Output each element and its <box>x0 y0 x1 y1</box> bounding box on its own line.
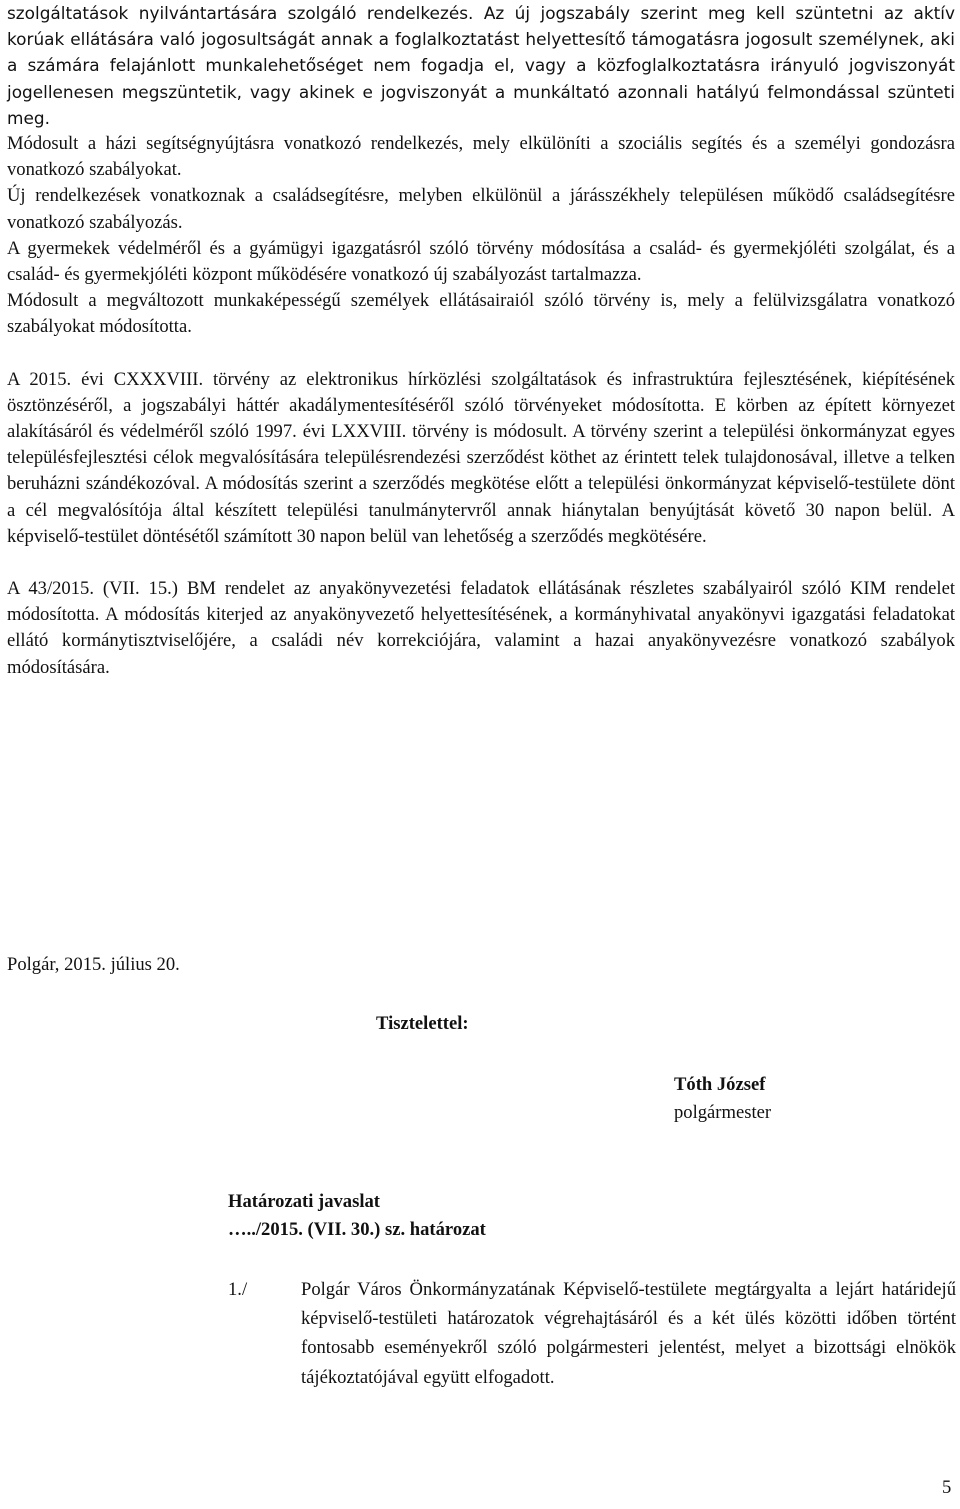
greeting: Tisztelettel: <box>376 1013 469 1034</box>
resolution-number: …../2015. (VII. 30.) sz. határozat <box>228 1219 486 1240</box>
paragraph-social-benefits: szolgáltatások nyilvántartására szolgáló rendelkezés. Az új jogszabály szerint meg kell szüntetni az aktív korúak ellátására való jogosultságát annak a foglalkoztatást helyettesítő támogatásra jogosult személynek, aki a számára felajánlott munkalehetőséget nem fogadja el, vagy a közfoglalkoztatásra irányuló jogviszonyát jogellenesen megszüntetik, vagy akinek e jogviszonyát a munkáltató azonnali hatályú felmondással szünteti meg. <box>7 3 955 128</box>
paragraph-disability: Módosult a megváltozott munkaképességű személyek ellátásairaiól szóló törvény is, mely a felülvizsgálatra vonatkozó szabályokat módosította. <box>7 290 955 338</box>
resolution-item-text: Polgár Város Önkormányzatának Képviselő-testülete megtárgyalta a lejárt határidejű képviselő-testületi határozatok végrehajtásáról és a két ülés közötti időben történt fontosabb eseményekről szóló polgármesteri jelentést, melyet a bizottsági elnökök tájékoztatójával együtt elfogadott. <box>301 1279 956 1388</box>
page-number: 5 <box>942 1477 952 1498</box>
paragraph-family-support: Új rendelkezések vonatkoznak a családsegítésre, melyben elkülönül a járásszékhely településen működő családsegítésre vonatkozó szabályozás. <box>7 185 955 233</box>
document-body <box>7 0 955 681</box>
resolution-item <box>228 1275 956 1392</box>
paragraph-child-protection: A gyermekek védelméről és a gyámügyi igazgatásról szóló törvény módosítása a család- és gyermekjóléti szolgálat, és a család- és gyermekjóléti központ működésére vonatkozó új szabályozást tartalmazza. <box>7 237 955 286</box>
paragraph-law-2015: A 2015. évi CXXXVIII. törvény az elektronikus hírközlési szolgáltatások és infrastruktúra fejlesztésének, kiépítésének ösztönzéséről, a jogszabályi háttér akadálymentesítéséről szóló törvényeket módosította. E körben az épített környezet alakításáról és védelméről szóló 1997. évi LXXVIII. törvény is módosult. A törvény szerint a települési önkormányzat egyes településfejlesztési célok megvalósítására településrendezési szerződést köthet az érintett telek tulajdonosával, illetve a telken beruházni szándékozóval. A módosítás szerint a szerződés megkötése előtt a települési önkormányzat képviselő-testülete dönt a cél megvalósítója által készített települési tanulmánytervről annak hiánytalan benyújtását követő 30 napon belül. A képviselő-testület döntésétől számított 30 napon belül van lehetőség a szerződés megkötésére. <box>7 368 955 547</box>
resolution-title: Határozati javaslat <box>228 1191 380 1212</box>
resolution-item-number: 1./ <box>228 1279 248 1300</box>
paragraph-home-care: Módosult a házi segítségnyújtásra vonatkozó rendelkezés, mely elkülöníti a szociális segítés és a személyi gondozásra vonatkozó szabályokat. <box>7 133 955 181</box>
signer-name: Tóth József <box>674 1074 766 1095</box>
paragraph-decree: A 43/2015. (VII. 15.) BM rendelet az anyakönyvezetési feladatok ellátásának részletes szabályairól szóló KIM rendelet módosította. A módosítás kiterjed az anyakönyvezető helyettesítésének, a kormányhivatal anyakönyvi igazgatási feladatokat ellátó kormánytisztviselőjére, a családi név korrekciójára, valamint a hazai anyakönyvezésre vonatkozó szabályok módosítására. <box>7 578 955 678</box>
date-line: Polgár, 2015. július 20. <box>7 954 180 975</box>
resolution-heading <box>228 1188 486 1244</box>
signature-block <box>674 1071 771 1127</box>
signer-role: polgármester <box>674 1102 772 1123</box>
